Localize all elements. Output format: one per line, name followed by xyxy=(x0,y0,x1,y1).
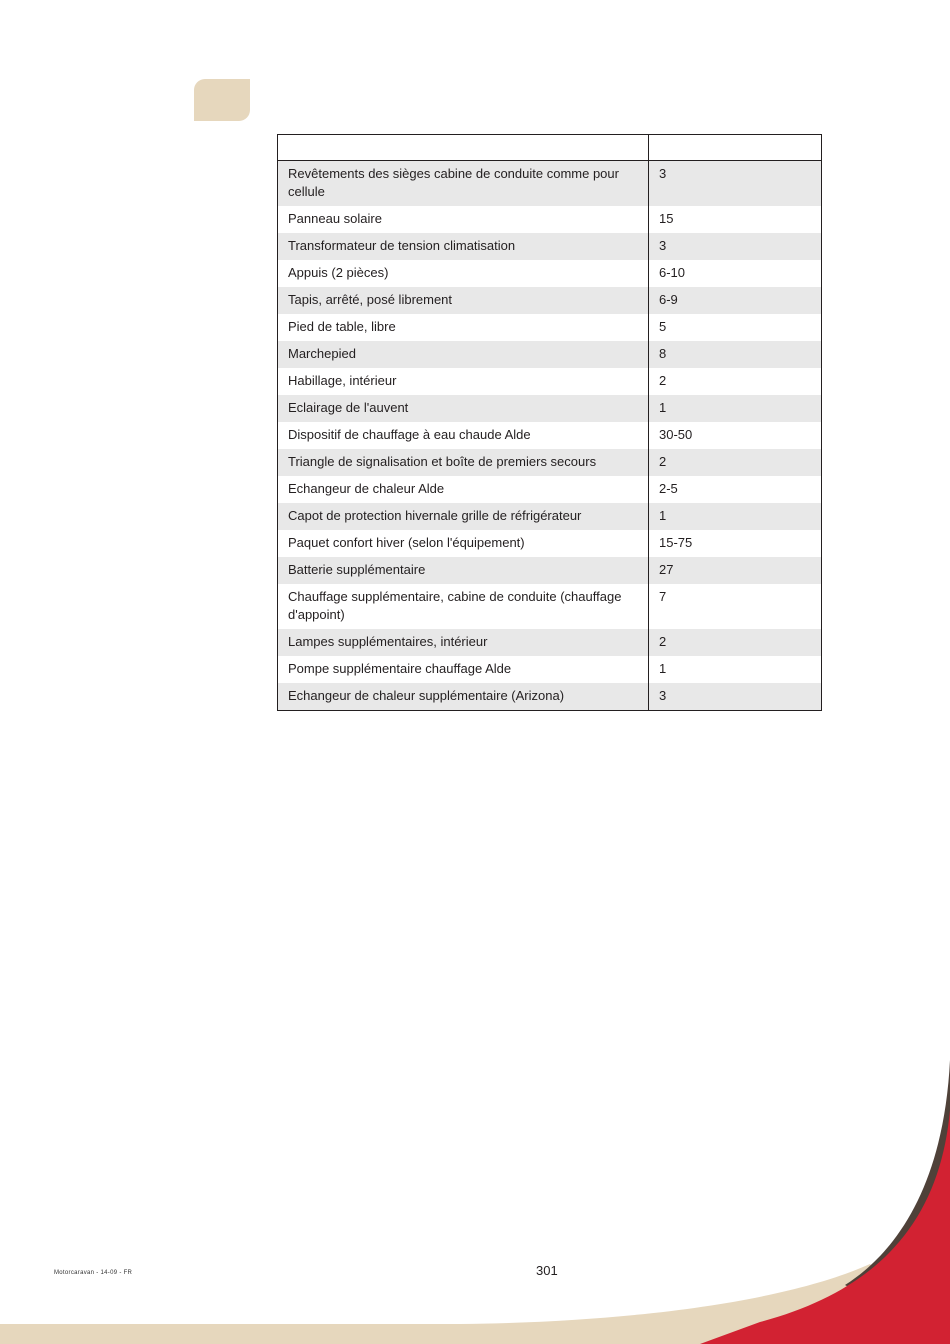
row-weight-value: 30-50 xyxy=(659,427,693,442)
row-weight-value: 1 xyxy=(649,503,822,530)
row-weight-value: 8 xyxy=(649,341,822,368)
row-item-name: Tapis, arrêté, posé librement xyxy=(278,287,649,314)
row-weight-value: 1 xyxy=(649,395,822,422)
page-number: 301 xyxy=(536,1263,558,1278)
row-item-name: Paquet confort hiver (selon l'équipement) xyxy=(278,530,649,557)
row-item-name: Habillage, intérieur xyxy=(278,368,649,395)
row-item-name: Revêtements des sièges cabine de conduite comme pour cellule xyxy=(278,161,649,207)
row-item-name: Marchepied xyxy=(278,341,649,368)
row-weight-value: 1 xyxy=(659,661,667,676)
row-weight-value: 15-75 xyxy=(659,535,693,550)
row-item-name: Triangle de signalisation et boîte de premiers secours xyxy=(278,449,649,476)
row-item-name: Dispositif de chauffage à eau chaude Alde xyxy=(278,422,649,449)
row-weight-value: 15 xyxy=(659,211,674,226)
row-item-name: Chauffage supplémentaire, cabine de conduite (chauffage d'appoint) xyxy=(278,584,649,629)
row-weight-value: 2-5 xyxy=(659,481,678,496)
row-weight-value: 7 xyxy=(659,589,667,604)
row-weight-value: 5 xyxy=(659,319,667,334)
row-item-name: Echangeur de chaleur supplémentaire (Arizona) xyxy=(278,683,649,711)
row-weight-value: 3 xyxy=(649,233,822,260)
row-item-name: Panneau solaire xyxy=(278,206,649,233)
row-weight-value: 3 xyxy=(649,161,822,207)
row-weight-value: 27 xyxy=(649,557,822,584)
row-weight-value: 2 xyxy=(649,449,822,476)
row-weight-value: 2 xyxy=(649,629,822,656)
row-weight-value: 6-9 xyxy=(649,287,822,314)
row-item-name: Appuis (2 pièces) xyxy=(278,260,649,287)
row-weight-value: 3 xyxy=(649,683,822,711)
row-weight-value: 6-10 xyxy=(659,265,686,280)
row-item-name: Batterie supplémentaire xyxy=(278,557,649,584)
row-item-name: Lampes supplémentaires, intérieur xyxy=(278,629,649,656)
row-item-name: Eclairage de l'auvent xyxy=(278,395,649,422)
row-weight-value: 2 xyxy=(659,373,667,388)
row-item-name: Echangeur de chaleur Alde xyxy=(278,476,649,503)
row-item-name: Pompe supplémentaire chauffage Alde xyxy=(278,656,649,683)
row-item-name: Transformateur de tension climatisation xyxy=(278,233,649,260)
document-code: Motorcaravan - 14-09 - FR xyxy=(54,1270,133,1276)
row-item-name: Capot de protection hivernale grille de réfrigérateur xyxy=(278,503,649,530)
row-item-name: Pied de table, libre xyxy=(278,314,649,341)
